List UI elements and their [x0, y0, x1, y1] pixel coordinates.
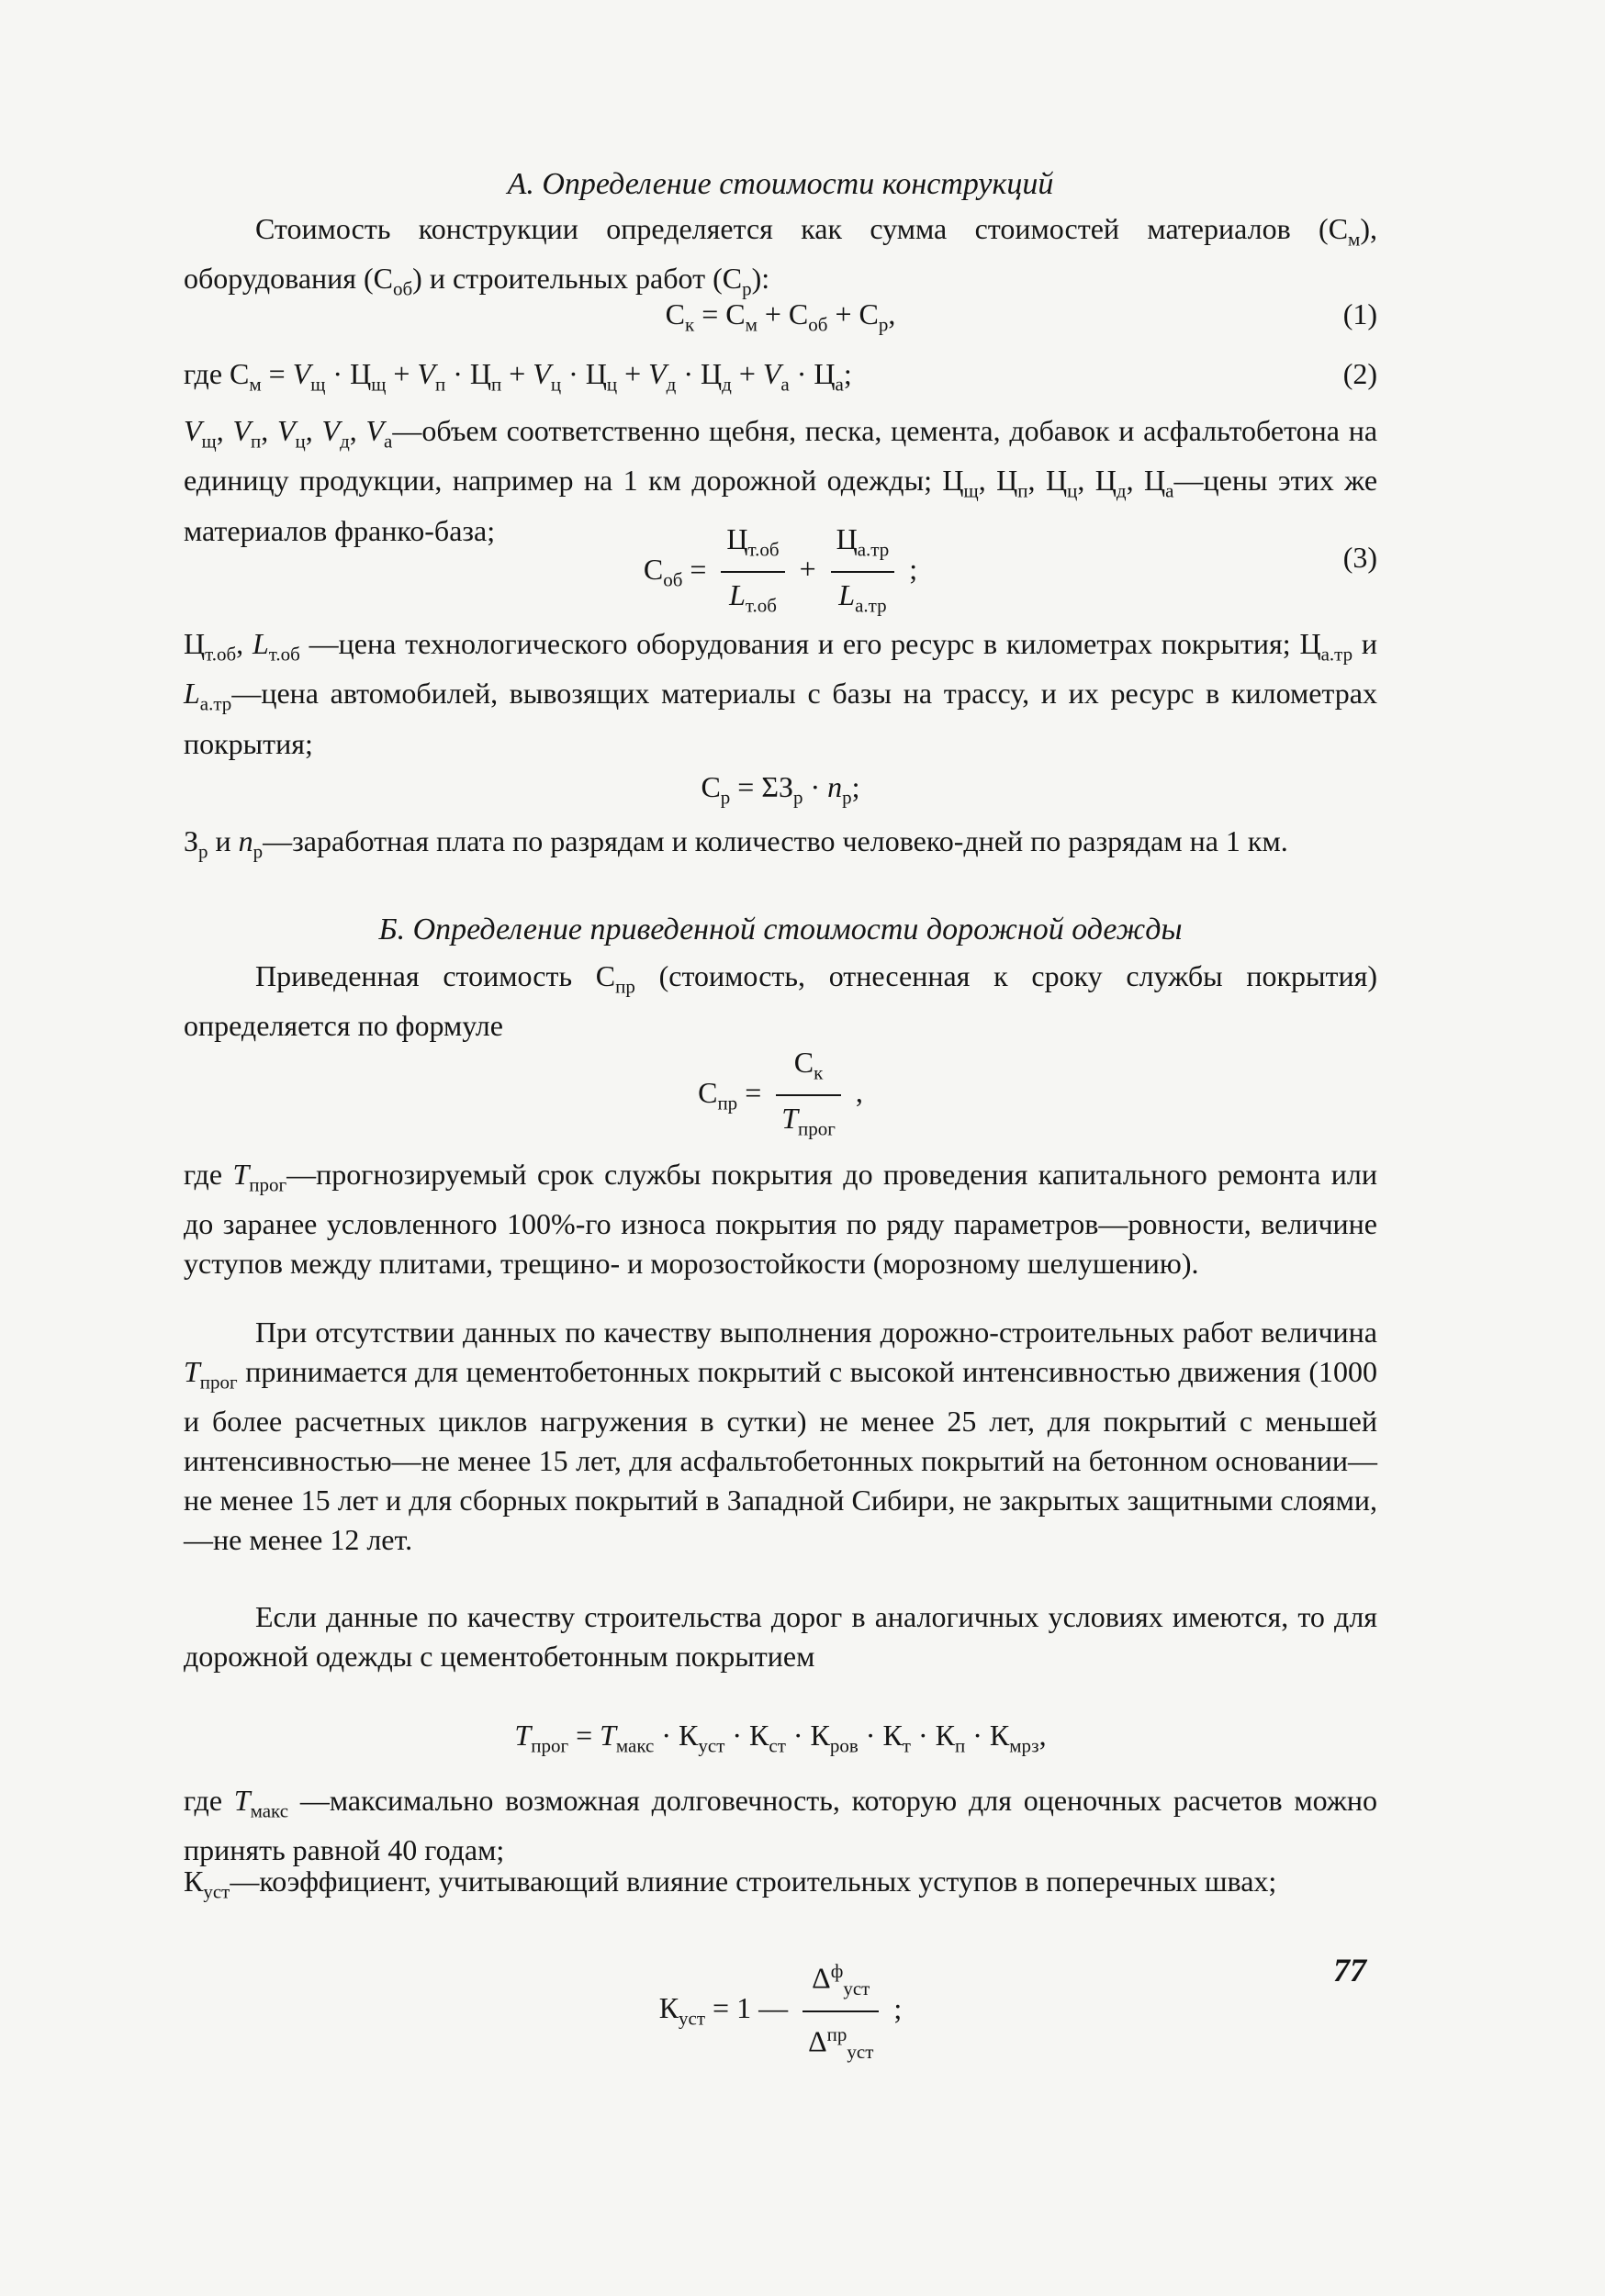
paragraph-step-coefficient: $К_{уст}—коэффициент$, учитывающий влияние строительных уступов в поперечных швах;	[184, 1865, 1277, 1903]
equation-3-plus: +	[799, 552, 816, 586]
equation-5	[184, 1042, 1377, 1149]
equation-5-fraction	[776, 1042, 841, 1149]
section-heading-b: Б. Определение приведенной стоимости дорожной одежды	[378, 913, 1183, 946]
page-number: 77	[1333, 1952, 1366, 1988]
equation-3	[184, 519, 1377, 626]
paragraph-reduced-cost: Приведенная стоимость $С_{пр}$ (стоимость, отнесенная к сроку службы покрытия) определяется по формуле	[184, 959, 1378, 1043]
fraction-numerator: $Ц_{т.об}$	[726, 522, 780, 561]
equation-7-lhs: $К_{уст} = 1$ —	[658, 1991, 789, 2030]
equation-3-end: ;	[909, 552, 918, 586]
equation-1-body: $С_к = С_м + С_{об} + С_р$,	[665, 297, 896, 336]
paragraph-forecast-life: где $Т_{прог}—прогнозируемый$ срок службы покрытия до проведения капитального ремонта или до заранее условленного 100%-го износа покрытия по ряду параметров—ровности, величине уступов между плитами, трещино- и морозостойкости (морозному шелушению).	[184, 1158, 1377, 1281]
fraction-denominator: $L_{т.об}$	[721, 571, 784, 625]
paragraph-volumes-prices: $V_щ$, $V_п$, $V_ц$, $V_д$, $V_а—объем$ соответственно щебня, песка, цемента, добавок и асфальтобетона на единицу продукции, например на 1 км дорожной одежды; $Ц_щ$, $Ц_п$, $Ц_ц$, $Ц_д$, $Ц_а—цены$ этих же материалов франко-база;	[184, 414, 1378, 547]
equation-2	[184, 353, 1377, 404]
fraction-numerator: $\Delta^ф_{уст}$	[812, 1960, 870, 2000]
paragraph-missing-data: При отсутствии данных по качеству выполнения дорожно-строительных работ величина $Т_{прог}$ принимается для цементобетонных покрытий с высокой интенсивностью движения (1000 и более расчетных циклов нагружения в сутки) не менее 25 лет, для покрытий с меньшей интенсивностью—не менее 15 лет, для асфальтобетонных покрытий на бетонном основании—не менее 15 лет и для сборных покрытий в Западной Сибири, не закрытых защитными слоями,—не менее 12 лет.	[184, 1316, 1377, 1557]
equation-2-number: (2)	[1342, 357, 1377, 390]
fraction-denominator: $\Delta^{пр}_{уст}$	[802, 2010, 879, 2072]
equation-7-end: ;	[893, 1991, 903, 2025]
equation-5-end: ,	[855, 1075, 863, 1109]
equation-3-lhs: $С_{об}$ =	[643, 552, 707, 591]
equation-1	[184, 294, 1377, 344]
fraction-numerator: $Ц_{а.тр}$	[836, 522, 890, 561]
equation-3-number: (3)	[1342, 541, 1377, 574]
equation-3-fraction-transport	[831, 519, 895, 626]
equation-6: $Т_{прог} = Т_{макс} \cdot К_{уст} \cdot К_{ст} \cdot К_{ров} \cdot К_т \cdot К_п \cdot К_{мрз}$,	[514, 1719, 1047, 1757]
paragraph-wages: $З_р$ и $n_р—заработная$ плата по разрядам и количество человеко-дней по разрядам на 1 км.	[184, 824, 1288, 863]
equation-2-body: где $С_м = V_щ \cdot Ц_щ + V_п \cdot Ц_п + V_ц \cdot Ц_ц + V_д \cdot Ц_д + V_а \cdot Ц_а$;	[184, 357, 852, 396]
paragraph-equipment-transport: $Ц_{т.об}$, $L_{т.об}$ —цена технологического оборудования и его ресурс в километрах покрытия; $Ц_{а.тр}$ и $L_{а.тр}—цена$ автомобилей, вывозящих материалы с базы на трассу, и их ресурс в километрах покрытия;	[184, 627, 1378, 760]
paragraph-available-data: Если данные по качеству строительства дорог в аналогичных условиях имеются, то для дорожной одежды с цементобетонным покрытием	[184, 1600, 1377, 1673]
equation-7-fraction	[802, 1951, 879, 2072]
section-heading-a: А. Определение стоимости конструкций	[507, 167, 1054, 201]
fraction-denominator: $Т_{прог}$	[776, 1094, 841, 1148]
equation-5-lhs: $С_{пр}$ =	[698, 1075, 762, 1114]
equation-1-number: (1)	[1342, 297, 1377, 330]
equation-4: $С_р = \Sigma З_р \cdot n_р$;	[701, 770, 860, 809]
fraction-numerator: $С_к$	[793, 1046, 824, 1084]
fraction-denominator: $L_{а.тр}$	[831, 571, 895, 625]
paragraph-max-durability: где $Т_{макс}$ —максимально возможная долговечность, которую для оценочных расчетов можно принять равной 40 годам;	[184, 1784, 1378, 1867]
paragraph-materials-cost: Стоимость конструкции определяется как сумма стоимостей материалов $(С_м)$, оборудования $(С_{об})$ и строительных работ $(С_р)$:	[184, 212, 1377, 300]
equation-7	[184, 1951, 1377, 2072]
equation-3-fraction-equipment	[721, 519, 784, 626]
